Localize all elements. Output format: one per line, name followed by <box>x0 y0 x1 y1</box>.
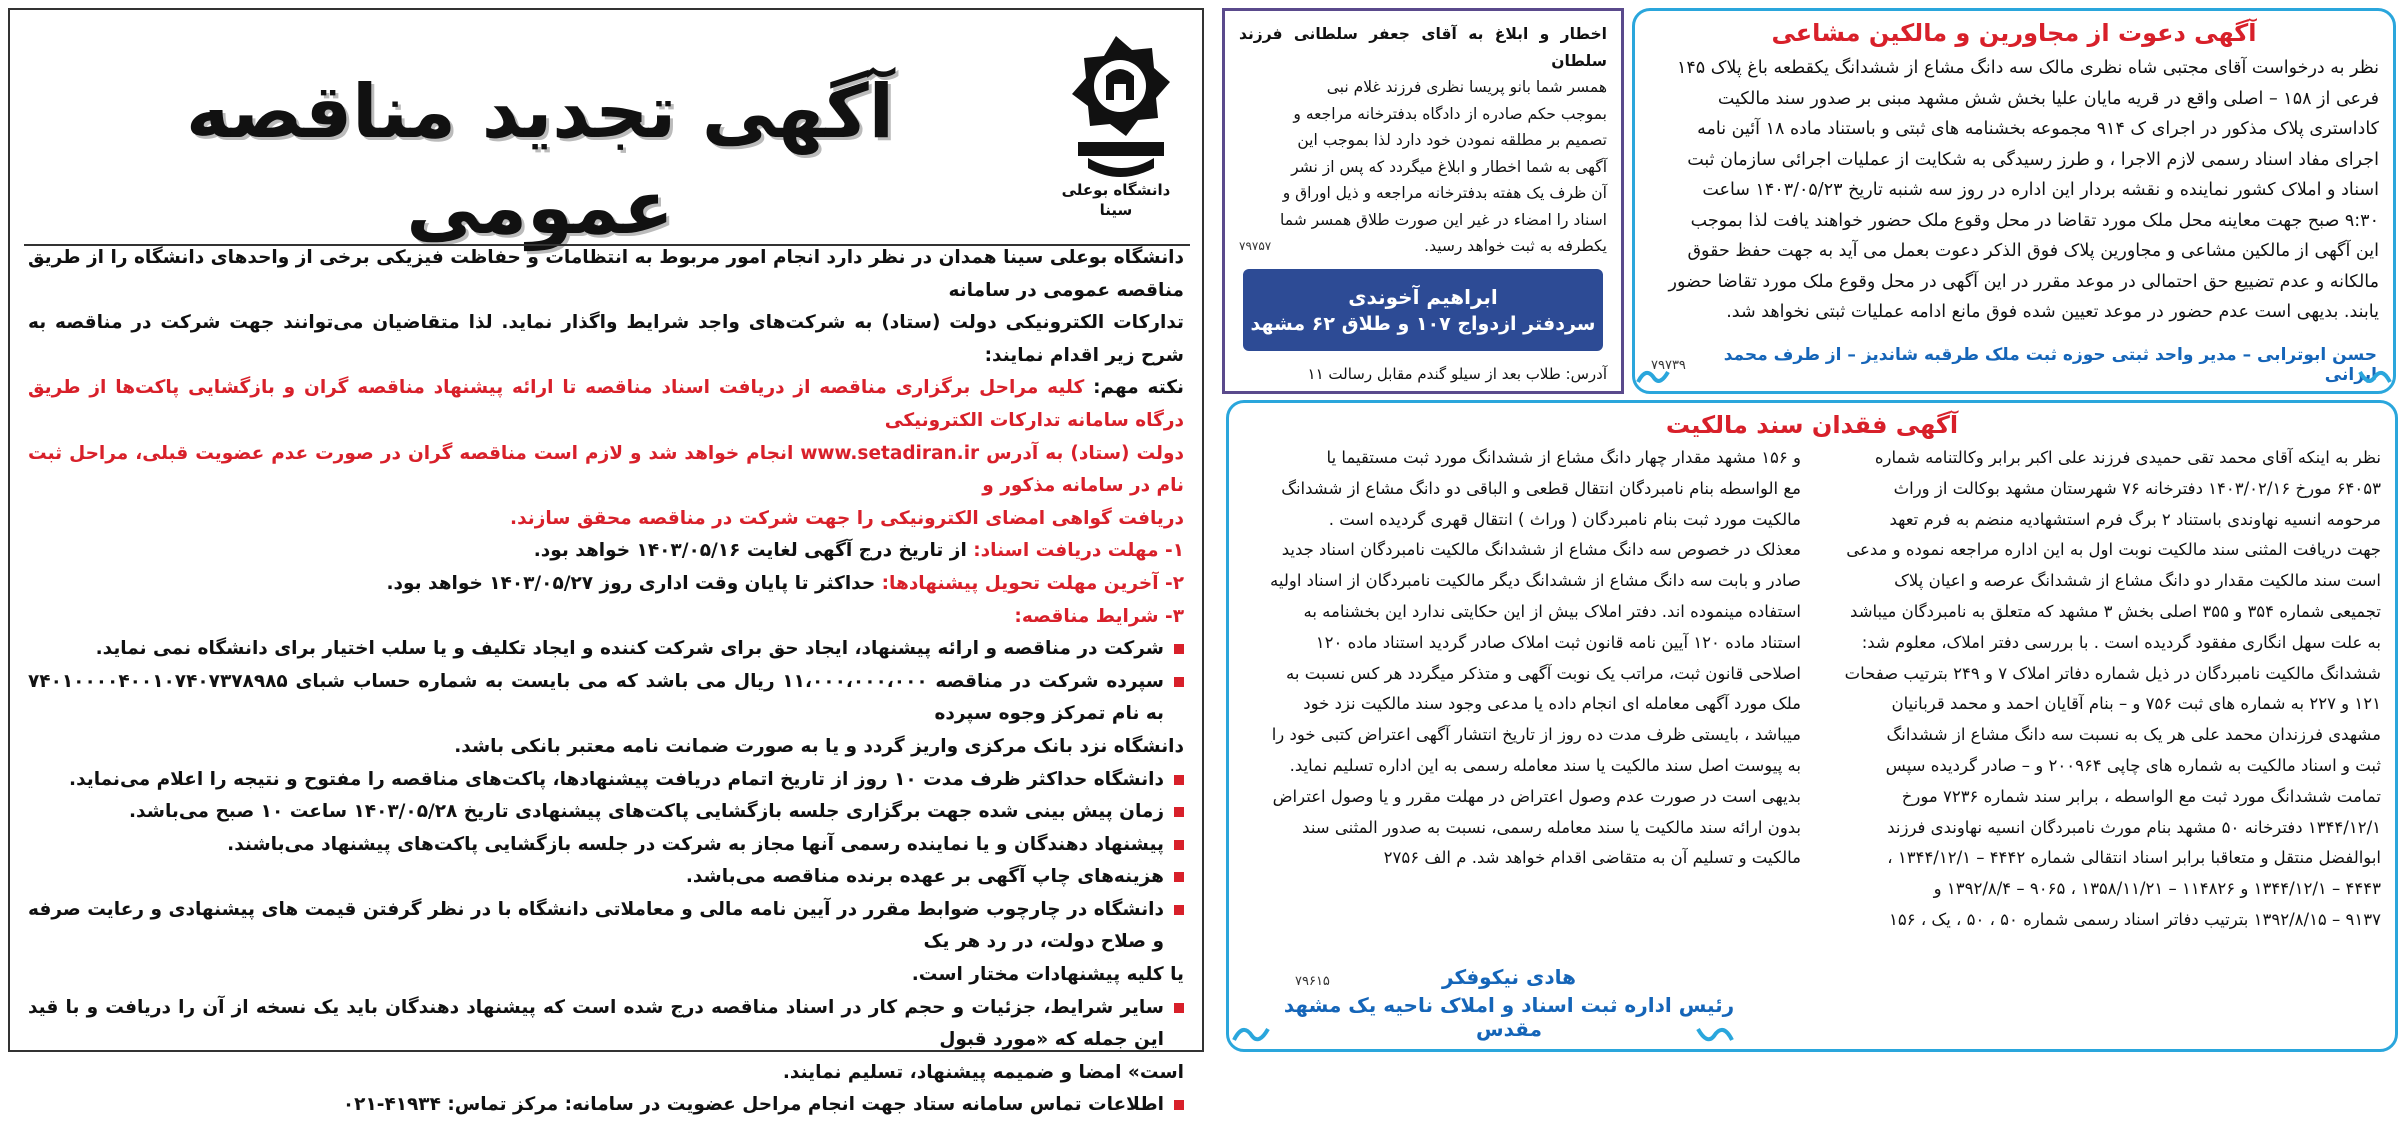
condition-item: سایر شرایط، جزئیات و حجم کار در اسناد مناقصه درج شده است که پیشنهاد دهندگان باید یک نسخه از آن را دریافت و با قید این جمله که «مورد قبول <box>28 992 1184 1057</box>
lost-deed-code: ۷۹۶۱۵ <box>1295 974 1330 989</box>
wave-ornament-icon <box>1232 1020 1272 1048</box>
university-logo <box>1048 30 1184 230</box>
deed-line: مالکیت و تسلیم آن به متقاضی اقدام خواهد شد. م الف ۲۷۵۶ <box>1383 848 1801 868</box>
deed-line: معذلک در خصوص سه دانگ مشاع از ششدانگ مالکیت نامبردگان اسناد جدید <box>1281 540 1801 560</box>
deed-line: ۱۳۴۴/۱۲/۱ دفترخانه ۵۰ مشهد بنام مورث نامبردگان انسیه نهاوندی فرزند <box>1887 817 2381 837</box>
lost-deed-notice <box>1226 400 2398 1052</box>
invitation-line: مالکانه و عدم تضییع حق احتمالی در موعد مقرر در این آگهی در محل وقوع ملک مورد تقاضا حضور <box>1668 271 2379 292</box>
wave-ornament-icon <box>1636 364 1672 388</box>
deed-line: استفاده مینموده اند. دفتر املاک بیش از این حکایتی ندارد این بخشنامه به <box>1303 601 1801 621</box>
deed-line: نظر به اینکه آقای محمد تقی حمیدی فرزند علی اکبر برابر وکالتنامه شماره <box>1874 448 2381 467</box>
tender-headline: آگهی تجدید مناقصه عمومی <box>185 69 895 251</box>
deed-line: ششدانگ مالکیت نامبردگان در ذیل شماره دفاتر املاک ۷ و ۲۴۹ بترتیب صفحات <box>1844 663 2381 683</box>
lost-deed-signature <box>1249 965 1769 1041</box>
condition-item: سپرده شرکت در مناقصه ۱۱،۰۰۰،۰۰۰،۰۰۰ ریال می باشد که می بایست به شماره حساب شبای ۷۴۰۱۰۰۰۰۴۰۰۱۰۷۴۰۷۳۷۸۹۸۵ به نام تمرکز وجوه سپرده <box>28 666 1184 731</box>
condition-item: دانشگاه حداکثر ظرف مدت ۱۰ روز از تاریخ اتمام دریافت پیشنهادها، پاکت‌های مناقصه را مفتوح و نتیجه را اعلام می‌نماید. <box>28 764 1184 797</box>
invitation-body <box>1649 53 2379 328</box>
invitation-notice <box>1632 8 2396 394</box>
notice-code: ۷۹۷۵۷ <box>1239 239 1272 253</box>
invitation-line: کاداستری پلاک مذکور در اجرای ک ۹۱۴ مجموعه بخشنامه های ثبتی و باستناد ماده ۱۸ آئین نامه <box>1697 119 2379 139</box>
deed-line: ملک مورد آگهی معامله ای انجام داده یا مدعی وجود سند مالکیت نزد خود <box>1303 694 1801 714</box>
deed-line: ۱۲۱ و ۲۲۷ به شماره های ثبت ۷۵۶ و – بنام آقایان احمد و محمد قربانیان <box>1891 694 2381 714</box>
notice-line: اسناد را امضاء در غیر این صورت طلاق همسر شما <box>1280 210 1607 229</box>
deed-line: ابوالفضل منتقل و متعاقبا برابر اسناد انتقالی شماره ۴۴۴۲ – ۱۳۴۴/۱۲/۱ ، <box>1887 848 2381 868</box>
invitation-line: فرعی از ۱۵۸ – اصلی واقع در قریه مایان علیا بخش شش مشهد مبنی بر صدور سند مالکیت <box>1717 88 2379 109</box>
invitation-line: ۹:۳۰ صبح جهت معاینه محل ملک مورد تقاضا در محل وقوع ملک حضور خواهند یافت لذا بموجب <box>1690 210 2379 231</box>
note-line: نکته مهم: کلیه مراحل برگزاری مناقصه از دریافت اسناد مناقصه تا ارائه پیشنهاد مناقصه گران و بازگشایی پاکت‌ها از طریق درگاه سامانه تدارکات الکترونیکی <box>28 377 1184 431</box>
condition-continued: یا کلیه پیشنهادات مختار است. <box>911 964 1184 986</box>
contact-info: اطلاعات تماس سامانه ستاد جهت انجام مراحل عضویت در سامانه: مرکز تماس: ۴۱۹۳۴-۰۲۱ <box>28 1089 1184 1122</box>
notice-line: بموجب حکم صادره از دادگاه بدفترخانه مراجعه و <box>1293 104 1607 123</box>
tender-body <box>28 242 1184 1122</box>
invitation-line: اسناد و املاک کشور نماینده و نقشه بردار این اداره در روز سه شنبه تاریخ ۱۴۰۳/۰۵/۲۳ ساعت <box>1702 180 2379 200</box>
logo-caption: دانشگاه بوعلی سینا <box>1061 181 1171 219</box>
wave-ornament-icon <box>2356 364 2392 388</box>
invitation-signature: حسن ابوترابی – مدیر واحد ثبتی حوزه ثبت ملک طرقبه شاندیز – از طرف محمد ایرانی <box>1723 345 2377 385</box>
lost-deed-title: آگهی فقدان سند مالکیت <box>1665 411 1959 439</box>
deed-line: مشهدی فرزندان محمد علی هر یک به نسبت سه دانگ مشاع از ششدانگ <box>1886 725 2381 745</box>
lost-deed-right-column <box>1823 443 2381 936</box>
wave-ornament-icon <box>1694 1020 1734 1048</box>
deed-line: استناد ماده ۱۲۰ آیین نامه قانون ثبت املاک صادر گردید استناد ماده ۱۲۰ <box>1315 632 1801 652</box>
office-banner <box>1243 269 1603 351</box>
invitation-line: نظر به درخواست آقای مجتبی شاه نظری مالک سه دانگ مشاع از ششدانگ یکقطعه باغ پلاک ۱۴۵ <box>1676 58 2379 78</box>
deed-line: صادر و بابت سه دانگ مشاع از ششدانگ دیگر مالکیت نامبردگان از اسناد اولیه <box>1270 571 1801 591</box>
tender-header <box>24 22 1190 251</box>
office-address: آدرس: طلاب بعد از سیلو گندم مقابل رسالت ۱۱ <box>1307 365 1607 383</box>
deed-line: ۶۴۰۵۳ مورخ ۱۴۰۳/۰۲/۱۶ دفترخانه ۷۶ شهرستان مشهد بوکالت از وراث <box>1893 478 2381 498</box>
deed-line: ثبت و اسناد مالکیت به شماره های چاپی ۲۰۰۹۶۴ و – صادر گردیده سپس <box>1885 755 2381 775</box>
signer-role: رئیس اداره ثبت اسناد و املاک ناحیه یک مشهد مقدس <box>1283 993 1735 1041</box>
notice-line: آن ظرف یک هفته بدفترخانه مراجعه و ذیل اوراق و <box>1282 184 1607 202</box>
condition-item: پیشنهاد دهندگان و یا نماینده رسمی آنها مجاز به شرکت در جلسه بازگشایی پاکت‌های پیشنهاد می‌باشند. <box>28 829 1184 862</box>
note-line: دریافت گواهی امضای الکترونیکی را جهت شرکت در مناقصه محقق سازند. <box>510 507 1184 529</box>
signer-name: هادی نیکوفکر <box>1442 965 1576 989</box>
officer-name: ابراهیم آخوندی <box>1348 285 1498 309</box>
notice-line: اخطار و ابلاغ به آقای جعفر سلطانی فرزند سلطان <box>1239 25 1607 70</box>
invitation-code: ۷۹۷۳۹ <box>1651 357 1686 373</box>
deed-line: میباشد ، بایستی ظرف مدت ده روز از تاریخ انتشار آگهی اعتراض کتبی خود را <box>1271 725 1801 745</box>
step-3-label: ۳- شرایط مناقصه: <box>1014 605 1184 627</box>
condition-item: زمان پیش بینی شده جهت برگزاری جلسه بازگشایی پاکت‌های پیشنهادی تاریخ ۱۴۰۳/۰۵/۲۸ ساعت ۱۰ صبح می‌باشد. <box>28 796 1184 829</box>
condition-item: شرکت در مناقصه و ارائه پیشنهاد، ایجاد حق برای شرکت کننده و ایجاد تکلیف و یا سلب اختیار برای دانشگاه نمی نماید. <box>28 633 1184 666</box>
step-1: ۱- مهلت دریافت اسناد: از تاریخ درج آگهی لغایت ۱۴۰۳/۰۵/۱۶ خواهد بود. <box>533 540 1184 562</box>
deed-line: ۴۴۴۳ – ۱۳۴۴/۱۲/۱ و ۱۱۴۸۲۶ – ۱۳۵۸/۱۱/۲۱ ، ۹۰۶۵ – ۱۳۹۲/۸/۴ و <box>1933 879 2381 899</box>
deed-line: تجمیعی شماره ۳۵۴ و ۳۵۵ اصلی بخش ۳ مشهد که متعلق به نامبردگان میباشد <box>1850 601 2381 621</box>
step-2: ۲- آخرین مهلت تحویل پیشنهادها: حداکثر تا پایان وقت اداری روز ۱۴۰۳/۰۵/۲۷ خواهد بود. <box>386 572 1184 594</box>
office-title: سردفتر ازدواج ۱۰۷ و طلاق ۶۲ مشهد <box>1250 313 1596 335</box>
lost-deed-left-column <box>1243 443 1801 936</box>
invitation-title: آگهی دعوت از مجاورین و مالکین مشاعی <box>1771 19 2257 47</box>
invitation-signature-row <box>1651 345 2377 385</box>
note-label: نکته مهم: <box>1093 377 1184 399</box>
condition-item: دانشگاه در چارچوب ضوابط مقرر در آیین نامه مالی و معاملاتی دانشگاه با در نظر گرفتن قیمت های پیشنهادی و رعایت صرفه و صلاح دولت، در رد هر یک <box>28 894 1184 959</box>
deed-line: به پیوست اصل سند مالکیت یا سند معامله رسمی به این اداره تسلیم نماید. <box>1289 755 1801 775</box>
notice-line: همسر شما بانو پریسا نظری فرزند غلام نبی <box>1326 78 1607 96</box>
note-line: دولت (ستاد) به آدرس www.setadiran.ir انجام خواهد شد و لازم است مناقصه گران در صورت عدم عضویت قبلی، مراحل ثبت نام در سامانه مذکور و <box>28 442 1184 497</box>
notice-line: آگهی به شما اخطار و ابلاغ میگردد که پس از نشر <box>1291 157 1607 176</box>
lost-deed-columns <box>1243 443 2381 936</box>
deed-line: مرحومه انسیه نهاوندی باستناد ۲ برگ فرم استشهادیه منضم به فرم تعهد <box>1889 509 2381 529</box>
divorce-notice-body <box>1239 21 1607 260</box>
invitation-line: این آگهی از مالکین مشاعی و مجاورین پلاک فوق الذکر دعوت بعمل می آید به جهت حفظ حقوق <box>1687 241 2379 261</box>
deed-line: است سند مالکیت مقدار دو دانگ مشاع از ششدانگ عرصه و اعیان پلاک <box>1894 571 2381 591</box>
deed-line: مالکیت مورد ثبت بنام نامبردگان ( وراث ) انتقال قهری گردیده است . <box>1328 509 1801 529</box>
divorce-notice <box>1222 8 1624 394</box>
intro-line: تدارکات الکترونیکی دولت (ستاد) به شرکت‌های واجد شرایط واگذار نماید. لذا متقاضیان می‌توانند جهت شرکت در مناقصه به شرح زیر اقدام نمایند: <box>28 312 1184 366</box>
deed-line: جهت دریافت المثنی سند مالکیت نوبت اول به این اداره مراجعه نموده و مدعی <box>1846 540 2381 560</box>
invitation-line: یابند. بدیهی است عدم حضور در موعد تعیین شده فوق مانع ادامه عملیات ثبتی نخواهد شد. <box>1726 302 2379 322</box>
deed-line: بدون ارائه سند مالکیت یا سند معامله رسمی، نسبت به صدور المثنی سند <box>1302 817 1801 837</box>
invitation-line: اجرای مفاد اسناد رسمی لازم الاجرا ، و طرز رسیدگی به شکایت از عملیات اجرائی سازمان ثبت <box>1687 149 2379 170</box>
condition-continued: دانشگاه نزد بانک مرکزی واریز گردد و یا به صورت ضمانت نامه معتبر بانکی باشد. <box>454 735 1184 757</box>
intro-line: دانشگاه بوعلی سینا همدان در نظر دارد انجام امور مربوط به انتظامات و حفاظت فیزیکی برخی از واحدهای دانشگاه را از طریق مناقصه عمومی در سامانه <box>28 247 1184 301</box>
notice-line: تصمیم بر مطلقه نمودن خود دارد لذا بموجب این <box>1297 131 1607 149</box>
tender-notice <box>8 8 1204 1116</box>
deed-line: اصلاحی قانون ثبت، مراتب یک نوبت آگهی و متذکر میگردد هر کس نسبت به <box>1286 663 1801 683</box>
deed-line: بدیهی است در صورت عدم وصول اعتراض در مهلت مقرر و یا وصول اعتراض <box>1272 786 1801 806</box>
condition-continued: است» امضا و ضمیمه پیشنهاد، تسلیم نمایند. <box>782 1061 1184 1083</box>
notice-line: یکطرفه به ثبت خواهد رسید. ۷۹۷۵۷ <box>1239 233 1607 260</box>
condition-item: هزینه‌های چاپ آگهی بر عهده برنده مناقصه می‌باشد. <box>28 861 1184 894</box>
deed-line: تمامت ششدانگ مورد ثبت مع الواسطه ، برابر سند شماره ۷۲۳۶ مورخ <box>1901 786 2381 806</box>
deed-line: به علت سهل انگاری مفقود گردیده است . با بررسی دفتر املاک، معلوم شد: <box>1861 632 2381 652</box>
deed-line: و ۱۵۶ مشهد مقدار چهار دانگ مشاع از ششدانگ مورد ثبت مستقیما یا <box>1326 448 1801 467</box>
deed-line: ۹۱۳۷ – ۱۳۹۲/۸/۱۵ بترتیب دفاتر اسناد رسمی شماره ۵۰ ، ۵۰ ، یک ، ۱۵۶ <box>1889 909 2381 929</box>
deed-line: مع الواسطه بنام نامبردگان انتقال قطعی و الباقی دو دانگ مشاع از ششدانگ <box>1281 478 1801 498</box>
